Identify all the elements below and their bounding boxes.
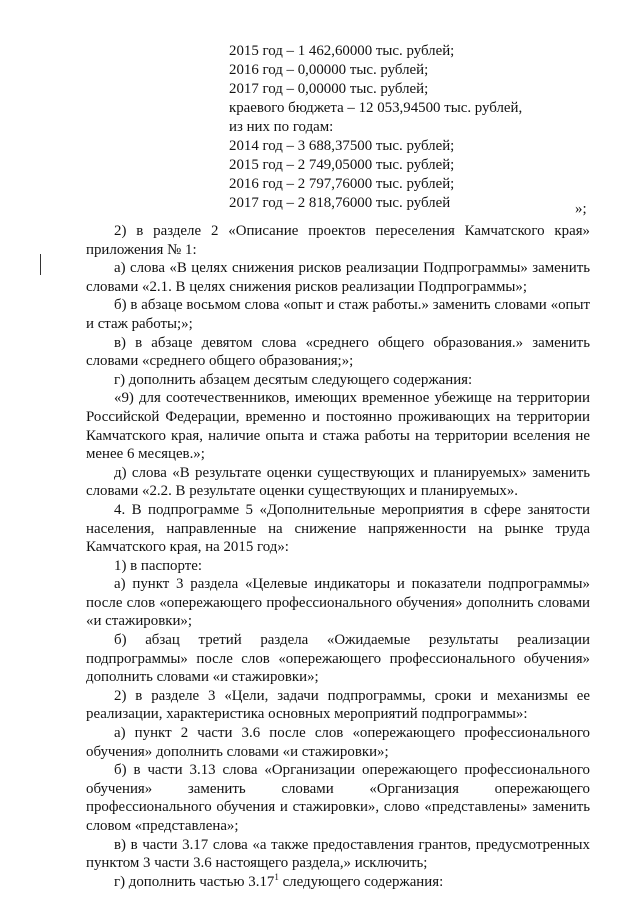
superscript: 1 bbox=[274, 871, 279, 882]
paragraph: «9) для соотечественников, имеющих временное убежище на территории Российской Федерации, временно и постоянно проживающих на территории Камчатского края, наличие опыта и стажа работы на территории вселения не менее 6 месяцев.»; bbox=[86, 390, 590, 463]
paragraph: 1) в паспорте: bbox=[114, 557, 202, 574]
budget-line: 2017 год – 2 818,76000 тыс. рублей bbox=[229, 195, 451, 211]
paragraph: г) дополнить абзацем десятым следующего содержания: bbox=[114, 371, 473, 388]
paragraph: в) в части 3.17 слова «а также предоставления грантов, предусмотренных пунктом 3 части 3.6 настоящего раздела,» исключить; bbox=[86, 836, 590, 872]
last-paragraph-tail: следующего содержания: bbox=[278, 873, 444, 890]
paragraph: б) в части 3.13 слова «Организации опережающего профессионального обучения» заменить словами «Организация опережающего профессионального обучения и стажировки», слово «представлены» заменить словом «представлена»; bbox=[86, 762, 590, 834]
budget-line: 2017 год – 0,00000 тыс. рублей; bbox=[229, 81, 429, 97]
amendment-text bbox=[86, 222, 590, 891]
last-paragraph bbox=[86, 873, 590, 892]
budget-line: 2015 год – 2 749,05000 тыс. рублей; bbox=[229, 157, 455, 173]
paragraph: д) слова «В результате оценки существующих и планируемых» заменить словами «2.2. В результате оценки существующих и планируемых». bbox=[86, 464, 590, 500]
paragraph: а) пункт 2 части 3.6 после слов «опережающего профессионального обучения» дополнить словами «и стажировки»; bbox=[86, 725, 590, 760]
paragraph: а) пункт 3 раздела «Целевые индикаторы и показатели подпрограммы» после слов «опережающего профессионального обучения» дополнить словами «и стажировки»; bbox=[86, 576, 590, 630]
budget-line: 2016 год – 0,00000 тыс. рублей; bbox=[229, 62, 429, 78]
paragraph: 4. В подпрограмме 5 «Дополнительные мероприятия в сфере занятости населения, направленные на снижение напряженности на рынке труда Камчатского края, на 2015 год»: bbox=[86, 501, 590, 556]
paragraph: а) слова «В целях снижения рисков реализации Подпрограммы» заменить словами «2.1. В целях снижения рисков реализации Подпрограммы»; bbox=[86, 260, 590, 295]
last-paragraph-text: г) дополнить частью 3.17 bbox=[114, 873, 275, 890]
paragraph: б) в абзаце восьмом слова «опыт и стаж работы.» заменить словами «опыт и стаж работы;»; bbox=[86, 297, 590, 332]
budget-line: 2014 год – 3 688,37500 тыс. рублей; bbox=[229, 138, 455, 154]
margin-mark bbox=[40, 254, 41, 275]
budget-line: 2016 год – 2 797,76000 тыс. рублей; bbox=[229, 176, 455, 192]
paragraph: в) в абзаце девятом слова «среднего общего образования.» заменить словами «среднего общего образования;»; bbox=[86, 334, 590, 370]
paragraph: б) абзац третий раздела «Ожидаемые результаты реализации подпрограммы» после слов «опережающего профессионального обучения» дополнить словами «и стажировки»; bbox=[86, 632, 590, 686]
paragraph: 2) в разделе 2 «Описание проектов переселения Камчатского края» приложения № 1: bbox=[86, 223, 590, 258]
budget-line: краевого бюджета – 12 053,94500 тыс. рублей, bbox=[229, 100, 523, 116]
closing-quote: »; bbox=[575, 201, 587, 217]
budget-line: из них по годам: bbox=[229, 119, 334, 135]
paragraph: 2) в разделе 3 «Цели, задачи подпрограммы, сроки и механизмы ее реализации, характеристика основных мероприятий подпрограммы»: bbox=[86, 687, 590, 723]
budget-line: 2015 год – 1 462,60000 тыс. рублей; bbox=[229, 43, 455, 59]
